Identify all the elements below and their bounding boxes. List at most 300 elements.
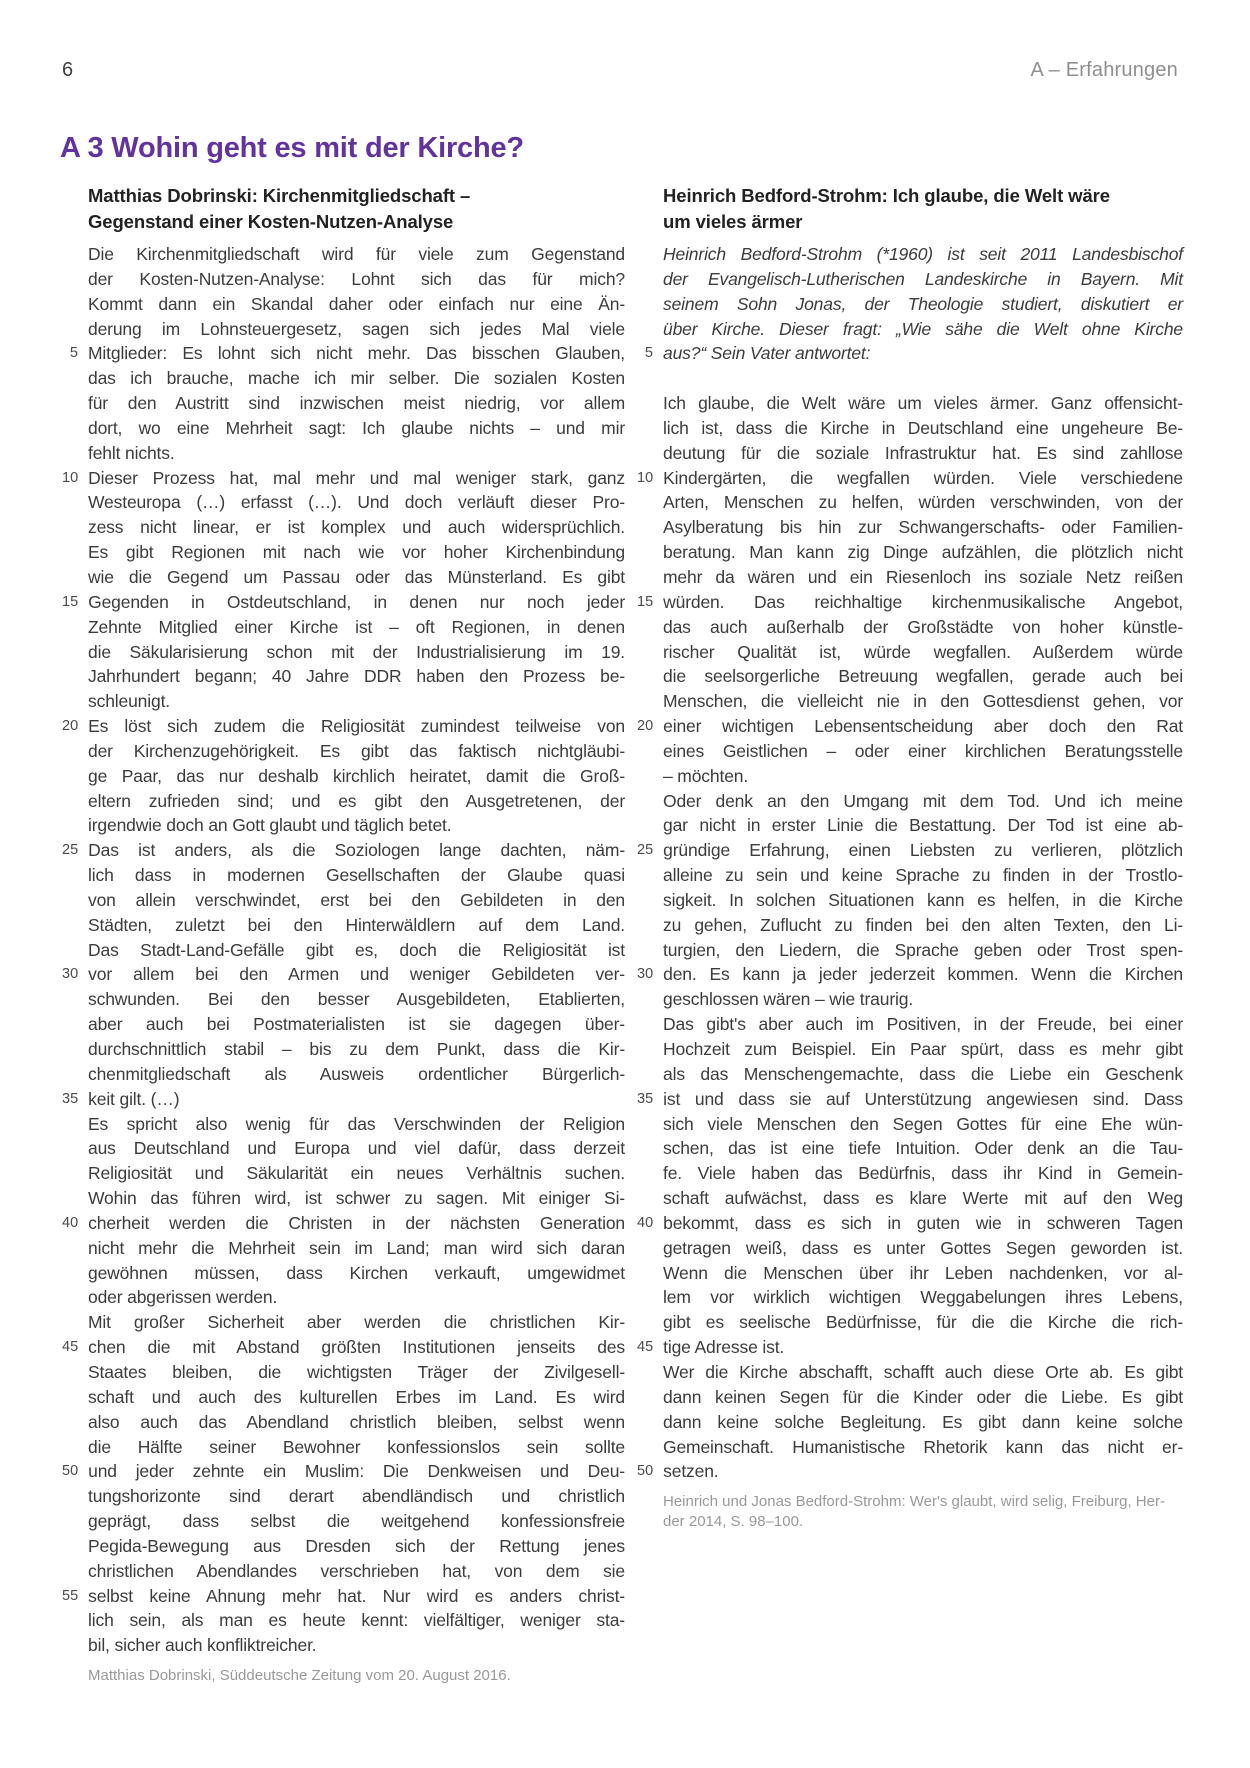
text-line: eltern zufrieden sind; und es gibt den Ausgetretenen, der bbox=[88, 790, 625, 811]
right-article-source bbox=[663, 1492, 1183, 1532]
text-line: schen, das ist eine tiefe Intuition. Oder denk an die Tau- bbox=[663, 1138, 1183, 1159]
text-line: christlichen Abendlandes verschrieben hat, von dem sie bbox=[88, 1560, 625, 1581]
text-line-row bbox=[62, 1360, 625, 1385]
left-article bbox=[62, 183, 625, 1686]
text-line-row bbox=[62, 1136, 625, 1161]
text-line-row bbox=[637, 1161, 1183, 1186]
text-line: das ich brauche, mache ich mir selber. Die sozialen Kosten bbox=[88, 368, 625, 389]
text-line: Westeuropa (…) erfasst (…). Und doch verläuft dieser Pro- bbox=[88, 492, 625, 513]
line-number bbox=[62, 1633, 78, 1658]
text-line: Das gibt's aber auch im Positiven, in der Freude, bei einer bbox=[663, 1014, 1183, 1035]
line-number: 50 bbox=[637, 1463, 654, 1480]
line-number bbox=[637, 490, 653, 515]
text-line-row bbox=[62, 292, 625, 317]
line-number bbox=[62, 366, 78, 391]
line-number bbox=[62, 242, 78, 267]
text-line: schaft aufwächst, dass es klare Werte mit auf den Weg bbox=[663, 1188, 1183, 1209]
line-number: 45 bbox=[62, 1339, 79, 1356]
text-line: Es gibt Regionen mit nach wie vor hoher Kirchenbindung bbox=[88, 542, 625, 563]
source-line: Heinrich und Jonas Bedford-Strohm: Wer's glaubt, wird selig, Freiburg, Her- bbox=[663, 1493, 1165, 1511]
text-line: geschlossen wären – wie traurig. bbox=[663, 989, 914, 1010]
text-line-row bbox=[637, 590, 1183, 615]
text-line-row bbox=[637, 565, 1183, 590]
line-number bbox=[62, 1112, 78, 1137]
text-line-row bbox=[62, 714, 625, 739]
line-number bbox=[62, 1012, 78, 1037]
text-line-row bbox=[62, 863, 625, 888]
line-number bbox=[637, 515, 653, 540]
article-heading-line: Heinrich Bedford-Strohm: Ich glaube, die Welt wäre bbox=[663, 185, 1110, 206]
text-line: getragen weiß, dass es unter Gottes Segen geworden ist. bbox=[663, 1237, 1183, 1258]
text-line: mehr da wären und ein Riesenloch ins soziale Netz reißen bbox=[663, 566, 1183, 587]
text-line-row bbox=[637, 1062, 1183, 1087]
line-number: 30 bbox=[637, 966, 654, 983]
section-label: A – Erfahrungen bbox=[1030, 59, 1178, 81]
text-line: fehlt nichts. bbox=[88, 442, 175, 463]
text-line: dort, wo eine Mehrheit sagt: Ich glaube nichts – und mir bbox=[88, 417, 625, 438]
text-line: bekommt, dass es sich in guten wie in schweren Tagen bbox=[663, 1212, 1183, 1233]
line-number bbox=[62, 888, 78, 913]
text-line: bil, sicher auch konfliktreicher. bbox=[88, 1635, 317, 1656]
text-line-row bbox=[637, 888, 1183, 913]
line-number bbox=[62, 1509, 78, 1534]
text-line: dann keine solche Begleitung. Es gibt dann keine solche bbox=[663, 1411, 1183, 1432]
line-number bbox=[637, 664, 653, 689]
text-line-row bbox=[637, 466, 1183, 491]
text-line: lich ist, dass die Kirche in Deutschland eine ungeheure Be- bbox=[663, 417, 1183, 438]
text-line: Hochzeit zum Beispiel. Ein Paar spürt, dass es mehr gibt bbox=[663, 1039, 1183, 1059]
text-line: dann keinen Segen für die Kinder oder die Liebe. Es gibt bbox=[663, 1386, 1183, 1407]
line-number bbox=[62, 813, 78, 838]
text-line: Gemeinschaft. Humanistische Rhetorik kann das nicht er- bbox=[663, 1436, 1183, 1457]
line-number: 10 bbox=[637, 469, 654, 486]
text-line-row bbox=[62, 1062, 625, 1087]
text-line: Kommt dann ein Skandal daher oder einfach nur eine Än- bbox=[88, 293, 625, 314]
text-line: über Kirche. Dieser fragt: „Wie sähe die Welt ohne Kirche bbox=[663, 318, 1183, 339]
line-number bbox=[62, 540, 78, 565]
text-line-row bbox=[62, 341, 625, 366]
text-line-row bbox=[62, 1037, 625, 1062]
text-line-row bbox=[637, 1385, 1183, 1410]
text-line: beratung. Man kann zig Dinge aufzählen, die plötzlich nicht bbox=[663, 542, 1183, 563]
text-line: keit gilt. (…) bbox=[88, 1088, 180, 1109]
line-number bbox=[637, 863, 653, 888]
text-line: Es löst sich zudem die Religiosität zumindest teilweise von bbox=[88, 716, 625, 737]
text-line-row bbox=[637, 838, 1183, 863]
text-line-row bbox=[62, 615, 625, 640]
text-line: Das ist anders, als die Soziologen lange dachten, näm- bbox=[88, 840, 625, 861]
text-line-row bbox=[637, 1261, 1183, 1286]
text-line: tungshorizonte sind derart abendländisch und christlich bbox=[88, 1486, 625, 1507]
text-line-row bbox=[637, 1211, 1183, 1236]
line-number: 5 bbox=[69, 345, 78, 362]
text-line: turgien, den Liedern, die Sprache geben oder Trost spen- bbox=[663, 939, 1183, 960]
text-line-row bbox=[637, 764, 1183, 789]
text-line: aus Deutschland und Europa und viel dafür, dass derzeit bbox=[88, 1138, 625, 1159]
text-line-row bbox=[62, 1459, 625, 1484]
text-line: Oder denk an den Umgang mit dem Tod. Und ich meine bbox=[663, 790, 1183, 811]
line-number bbox=[637, 615, 653, 640]
line-number bbox=[637, 540, 653, 565]
text-line-row bbox=[637, 689, 1183, 714]
text-line-row bbox=[62, 1559, 625, 1584]
text-line: zess nicht linear, er ist komplex und auch widersprüchlich. bbox=[88, 517, 625, 538]
text-line: als das Menschengemachte, dass die Liebe ein Geschenk bbox=[663, 1063, 1183, 1084]
text-line-row bbox=[637, 267, 1183, 292]
text-line: Die Kirchenmitgliedschaft wird für viele zum Gegenstand bbox=[88, 244, 625, 264]
line-number bbox=[637, 1310, 653, 1335]
text-line: Wenn die Menschen über ihr Leben nachdenken, vor al- bbox=[663, 1262, 1183, 1283]
line-number bbox=[637, 1112, 653, 1137]
line-number bbox=[637, 888, 653, 913]
text-line-row bbox=[62, 242, 625, 267]
text-line-row bbox=[637, 1360, 1183, 1385]
text-line-row bbox=[637, 938, 1183, 963]
line-number bbox=[637, 913, 653, 938]
line-number bbox=[637, 292, 653, 317]
text-line: einer wichtigen Lebensentscheidung aber doch den Rat bbox=[663, 716, 1183, 737]
text-line: der Kosten-Nutzen-Analyse: Lohnt sich das für mich? bbox=[88, 268, 625, 289]
text-line-row bbox=[637, 1285, 1183, 1310]
text-line-row bbox=[62, 1211, 625, 1236]
text-line: Asylberatung bis hin zur Schwangerschafts- oder Familien- bbox=[663, 517, 1183, 538]
line-number bbox=[637, 1186, 653, 1211]
text-line: sich viele Menschen den Segen Gottes für eine Ehe wün- bbox=[663, 1113, 1183, 1134]
line-number bbox=[637, 565, 653, 590]
text-line-row bbox=[62, 813, 625, 838]
line-number: 25 bbox=[62, 842, 79, 859]
text-line-row bbox=[62, 490, 625, 515]
line-number bbox=[637, 441, 653, 466]
page-title: A 3 Wohin geht es mit der Kirche? bbox=[60, 132, 524, 165]
line-number bbox=[62, 1285, 78, 1310]
text-line-row bbox=[62, 1112, 625, 1137]
text-line-row bbox=[62, 789, 625, 814]
text-line-row bbox=[62, 1236, 625, 1261]
left-article-heading bbox=[88, 183, 625, 235]
line-number bbox=[637, 1236, 653, 1261]
line-number bbox=[62, 1161, 78, 1186]
line-number bbox=[62, 1186, 78, 1211]
text-line-row bbox=[62, 1534, 625, 1559]
line-number bbox=[62, 515, 78, 540]
text-line-row bbox=[637, 292, 1183, 317]
line-number bbox=[62, 1608, 78, 1633]
line-number bbox=[637, 1435, 653, 1460]
article-heading-line: um vieles ärmer bbox=[663, 211, 803, 232]
line-number bbox=[62, 1360, 78, 1385]
line-number: 35 bbox=[637, 1090, 654, 1107]
text-line: die Säkularisierung schon mit der Industrialisierung im 19. bbox=[88, 641, 625, 662]
text-line-row bbox=[637, 416, 1183, 441]
text-line-row bbox=[62, 1509, 625, 1534]
line-number: 35 bbox=[62, 1090, 79, 1107]
text-line: Menschen, die vielleicht nie in den Gottesdienst gehen, vor bbox=[663, 691, 1183, 712]
source-line: der 2014, S. 98–100. bbox=[663, 1513, 804, 1531]
text-line: eines Geistlichen – oder einer kirchlichen Beratungsstelle bbox=[663, 740, 1183, 761]
text-line: Staates bleiben, die wichtigsten Träger der Zivilgesell- bbox=[88, 1361, 625, 1382]
text-line-row bbox=[62, 689, 625, 714]
line-number bbox=[62, 1037, 78, 1062]
line-number bbox=[62, 615, 78, 640]
text-line: – möchten. bbox=[663, 765, 749, 786]
line-number bbox=[637, 764, 653, 789]
line-number bbox=[62, 292, 78, 317]
text-line-row bbox=[637, 441, 1183, 466]
text-line: cherheit werden die Christen in der nächsten Generation bbox=[88, 1212, 625, 1233]
line-number bbox=[637, 1360, 653, 1385]
text-line-row bbox=[62, 317, 625, 342]
text-line: tige Adresse ist. bbox=[663, 1337, 785, 1358]
text-line-row bbox=[637, 863, 1183, 888]
text-line: geprägt, dass selbst die weitgehend konfessionsfreie bbox=[88, 1511, 625, 1532]
line-number bbox=[62, 664, 78, 689]
text-line: nicht mehr die Mehrheit sein im Land; man wird sich daran bbox=[88, 1237, 625, 1258]
text-line: vor allem bei den Armen und weniger Gebildeten ver- bbox=[88, 964, 625, 985]
text-line-row bbox=[62, 739, 625, 764]
text-line: Gegenden in Ostdeutschland, in denen nur noch jeder bbox=[88, 591, 625, 612]
text-line: Pegida-Bewegung aus Dresden sich der Rettung jenes bbox=[88, 1535, 625, 1556]
line-number: 50 bbox=[62, 1463, 79, 1480]
text-line: alleine zu sein und keine Sprache zu finden in der Trostlo- bbox=[663, 865, 1183, 886]
text-line-row bbox=[62, 1012, 625, 1037]
text-line-row bbox=[637, 317, 1183, 342]
text-line: Mit großer Sicherheit aber werden die christlichen Kir- bbox=[88, 1312, 625, 1333]
text-line: lich dass in modernen Gesellschaften der Glaube quasi bbox=[88, 865, 625, 886]
text-line-row bbox=[62, 391, 625, 416]
right-article-heading bbox=[663, 183, 1183, 235]
line-number bbox=[62, 441, 78, 466]
text-line-row bbox=[62, 640, 625, 665]
text-line: lich sein, als man es heute kennt: vielfältiger, weniger sta- bbox=[88, 1610, 625, 1631]
text-line: aus?“ Sein Vater antwortet: bbox=[663, 343, 871, 364]
text-line-row bbox=[637, 1335, 1183, 1360]
article-heading-line: Gegenstand einer Kosten-Nutzen-Analyse bbox=[88, 211, 454, 232]
line-number bbox=[62, 1062, 78, 1087]
line-number bbox=[637, 1136, 653, 1161]
text-line-row bbox=[62, 441, 625, 466]
text-line: chen die mit Abstand größten Institutionen jenseits des bbox=[88, 1337, 625, 1358]
text-line-row bbox=[637, 640, 1183, 665]
text-line: lem vor wirklich wichtigen Weggabelungen ihres Lebens, bbox=[663, 1287, 1183, 1308]
text-line-row bbox=[62, 1484, 625, 1509]
line-number bbox=[62, 1261, 78, 1286]
line-number: 20 bbox=[637, 718, 654, 735]
text-line-row bbox=[62, 1161, 625, 1186]
line-number bbox=[637, 987, 653, 1012]
line-number bbox=[62, 1410, 78, 1435]
line-number: 10 bbox=[62, 469, 79, 486]
line-number bbox=[637, 938, 653, 963]
text-line-row bbox=[62, 1410, 625, 1435]
text-line: Religiosität und Säkularität ein neues Verhältnis suchen. bbox=[88, 1163, 625, 1184]
text-line: durchschnittlich stabil – bis zu dem Punkt, dass die Kir- bbox=[88, 1039, 625, 1059]
text-line: wie die Gegend um Passau oder das Münsterland. Es gibt bbox=[88, 566, 625, 587]
text-line-row bbox=[62, 1310, 625, 1335]
text-line: schwunden. Bei den besser Ausgebildeten, Etablierten, bbox=[88, 989, 625, 1010]
text-line-row bbox=[62, 1584, 625, 1609]
line-number bbox=[637, 1285, 653, 1310]
line-number bbox=[637, 813, 653, 838]
text-line-row bbox=[637, 490, 1183, 515]
text-line: gar nicht in erster Linie die Bestattung. Der Tod ist eine ab- bbox=[663, 815, 1183, 836]
text-line-row bbox=[62, 913, 625, 938]
text-line-row bbox=[637, 540, 1183, 565]
text-line: Dieser Prozess hat, mal mehr und mal weniger stark, ganz bbox=[88, 467, 625, 488]
line-number bbox=[62, 1559, 78, 1584]
text-line: Zehnte Mitglied einer Kirche ist – oft Regionen, in denen bbox=[88, 616, 625, 637]
text-line: schaft und auch des kulturellen Erbes im Land. Es wird bbox=[88, 1386, 625, 1407]
text-line-row bbox=[637, 962, 1183, 987]
text-line: ist und dass sie auf Unterstützung angewiesen sind. Dass bbox=[663, 1088, 1183, 1109]
right-article bbox=[637, 183, 1183, 1532]
line-number bbox=[637, 739, 653, 764]
source-line: Matthias Dobrinski, Süddeutsche Zeitung vom 20. August 2016. bbox=[88, 1667, 511, 1685]
line-number bbox=[637, 689, 653, 714]
text-line-row bbox=[637, 366, 1183, 391]
text-line: Das Stadt-Land-Gefälle gibt es, doch die Religiosität ist bbox=[88, 939, 625, 960]
text-line-row bbox=[637, 1186, 1183, 1211]
line-number: 40 bbox=[637, 1214, 654, 1231]
line-number bbox=[637, 1012, 653, 1037]
text-line: chenmitgliedschaft als Ausweis ordentlicher Bürgerlich- bbox=[88, 1063, 625, 1084]
line-number bbox=[62, 739, 78, 764]
text-line-row bbox=[62, 838, 625, 863]
text-line-row bbox=[637, 913, 1183, 938]
line-number bbox=[637, 416, 653, 441]
text-line-row bbox=[637, 1136, 1183, 1161]
text-line-row bbox=[62, 962, 625, 987]
text-line-row bbox=[62, 466, 625, 491]
text-line: den. Es kann ja jeder jederzeit kommen. Wenn die Kirchen bbox=[663, 964, 1183, 985]
text-line: die seelsorgerliche Betreuung wegfallen, gerade auch bei bbox=[663, 666, 1183, 687]
text-line: gibt es seelische Bedürfnisse, für die die Kirche die rich- bbox=[663, 1312, 1183, 1333]
text-line: Mitglieder: Es lohnt sich nicht mehr. Das bisschen Glauben, bbox=[88, 343, 625, 364]
text-line-row bbox=[637, 1236, 1183, 1261]
line-number bbox=[62, 987, 78, 1012]
line-number bbox=[62, 490, 78, 515]
text-line: Wohin das führen wird, ist schwer zu sagen. Mit einiger Si- bbox=[88, 1188, 625, 1209]
line-number bbox=[637, 1161, 653, 1186]
text-line-row bbox=[637, 714, 1183, 739]
text-line: Kindergärten, die wegfallen würden. Viele verschiedene bbox=[663, 467, 1183, 488]
text-line-row bbox=[637, 341, 1183, 366]
line-number bbox=[62, 565, 78, 590]
line-number bbox=[637, 317, 653, 342]
article-heading-line: Matthias Dobrinski: Kirchenmitgliedschaft – bbox=[88, 185, 471, 206]
text-line: fe. Viele haben das Bedürfnis, dass ihr Kind in Gemein- bbox=[663, 1163, 1183, 1184]
text-line: Arten, Menschen zu helfen, würden verschwinden, von der bbox=[663, 492, 1183, 513]
text-line: also auch das Abendland christlich bleiben, selbst wenn bbox=[88, 1411, 625, 1432]
text-line-row bbox=[62, 987, 625, 1012]
text-line: würden. Das reichhaltige kirchenmusikalische Angebot, bbox=[663, 591, 1183, 612]
text-line-row bbox=[637, 664, 1183, 689]
text-line: ge Paar, das nur deshalb kirchlich heiratet, damit die Groß- bbox=[88, 765, 625, 786]
line-number bbox=[62, 689, 78, 714]
text-line-row bbox=[637, 739, 1183, 764]
line-number bbox=[637, 640, 653, 665]
text-line-row bbox=[62, 664, 625, 689]
page-number: 6 bbox=[62, 59, 74, 81]
line-number bbox=[637, 1062, 653, 1087]
line-number: 30 bbox=[62, 966, 79, 983]
text-line-row bbox=[62, 565, 625, 590]
text-line: selbst keine Ahnung mehr hat. Nur wird es anders christ- bbox=[88, 1585, 625, 1606]
text-line: gründige Erfahrung, einen Liebsten zu verlieren, plötzlich bbox=[663, 840, 1183, 861]
text-line: oder abgerissen werden. bbox=[88, 1287, 278, 1308]
text-line-row bbox=[62, 267, 625, 292]
text-line-row bbox=[637, 1037, 1183, 1062]
text-line-row bbox=[62, 1261, 625, 1286]
text-line-row bbox=[637, 1112, 1183, 1137]
text-line: das auch außerhalb der Großstädte von hoher künstle- bbox=[663, 616, 1183, 637]
text-line: Wer die Kirche abschafft, schafft auch diese Orte ab. Es gibt bbox=[663, 1361, 1183, 1382]
text-line-row bbox=[62, 1285, 625, 1310]
text-line-row bbox=[62, 366, 625, 391]
left-article-lines bbox=[62, 242, 625, 1658]
line-number: 5 bbox=[644, 345, 653, 362]
text-line-row bbox=[62, 888, 625, 913]
line-number bbox=[62, 913, 78, 938]
text-line-row bbox=[62, 764, 625, 789]
text-line: setzen. bbox=[663, 1461, 719, 1482]
text-line: seinem Sohn Jonas, der Theologie studiert, diskutiert er bbox=[663, 293, 1183, 314]
text-line-row bbox=[62, 416, 625, 441]
text-line: Heinrich Bedford-Strohm (*1960) ist seit 2011 Landesbischof bbox=[663, 244, 1183, 264]
text-line: derung im Lohnsteuergesetz, sagen sich jedes Mal viele bbox=[88, 318, 625, 339]
line-number bbox=[62, 391, 78, 416]
text-line-row bbox=[62, 590, 625, 615]
text-line-row bbox=[62, 1608, 625, 1633]
text-line-row bbox=[637, 987, 1183, 1012]
line-number bbox=[62, 267, 78, 292]
text-line-row bbox=[637, 615, 1183, 640]
line-number bbox=[637, 1410, 653, 1435]
line-number: 20 bbox=[62, 718, 79, 735]
line-number bbox=[62, 1385, 78, 1410]
line-number bbox=[62, 1236, 78, 1261]
line-number bbox=[62, 1136, 78, 1161]
line-number bbox=[62, 938, 78, 963]
text-line: die Hälfte seiner Bewohner konfessionslos sein sollte bbox=[88, 1436, 625, 1457]
text-line-row bbox=[637, 1410, 1183, 1435]
text-line-row bbox=[637, 813, 1183, 838]
text-line bbox=[663, 366, 1183, 391]
line-number bbox=[62, 317, 78, 342]
text-line-row bbox=[637, 242, 1183, 267]
text-line: für den Austritt sind inzwischen meist niedrig, vor allem bbox=[88, 393, 625, 414]
text-line: Jahrhundert begann; 40 Jahre DDR haben den Prozess be- bbox=[88, 666, 625, 687]
line-number: 55 bbox=[62, 1587, 79, 1604]
line-number bbox=[637, 789, 653, 814]
line-number: 15 bbox=[637, 593, 654, 610]
text-line-row bbox=[62, 938, 625, 963]
line-number bbox=[637, 1261, 653, 1286]
text-line: und jeder zehnte ein Muslim: Die Denkweisen und Deu- bbox=[88, 1461, 625, 1482]
text-line: Städten, zuletzt bei den Hinterwäldlern auf dem Land. bbox=[88, 914, 625, 935]
line-number bbox=[637, 267, 653, 292]
left-article-source bbox=[88, 1666, 625, 1686]
text-line-row bbox=[62, 1385, 625, 1410]
line-number bbox=[62, 1534, 78, 1559]
text-line: zu gehen, Zuflucht zu finden bei den alten Texten, den Li- bbox=[663, 914, 1183, 935]
text-line: schleunigt. bbox=[88, 691, 171, 712]
text-line-row bbox=[62, 1087, 625, 1112]
line-number bbox=[62, 789, 78, 814]
line-number: 15 bbox=[62, 593, 79, 610]
text-line-row bbox=[62, 1335, 625, 1360]
right-article-lines bbox=[637, 242, 1183, 1484]
